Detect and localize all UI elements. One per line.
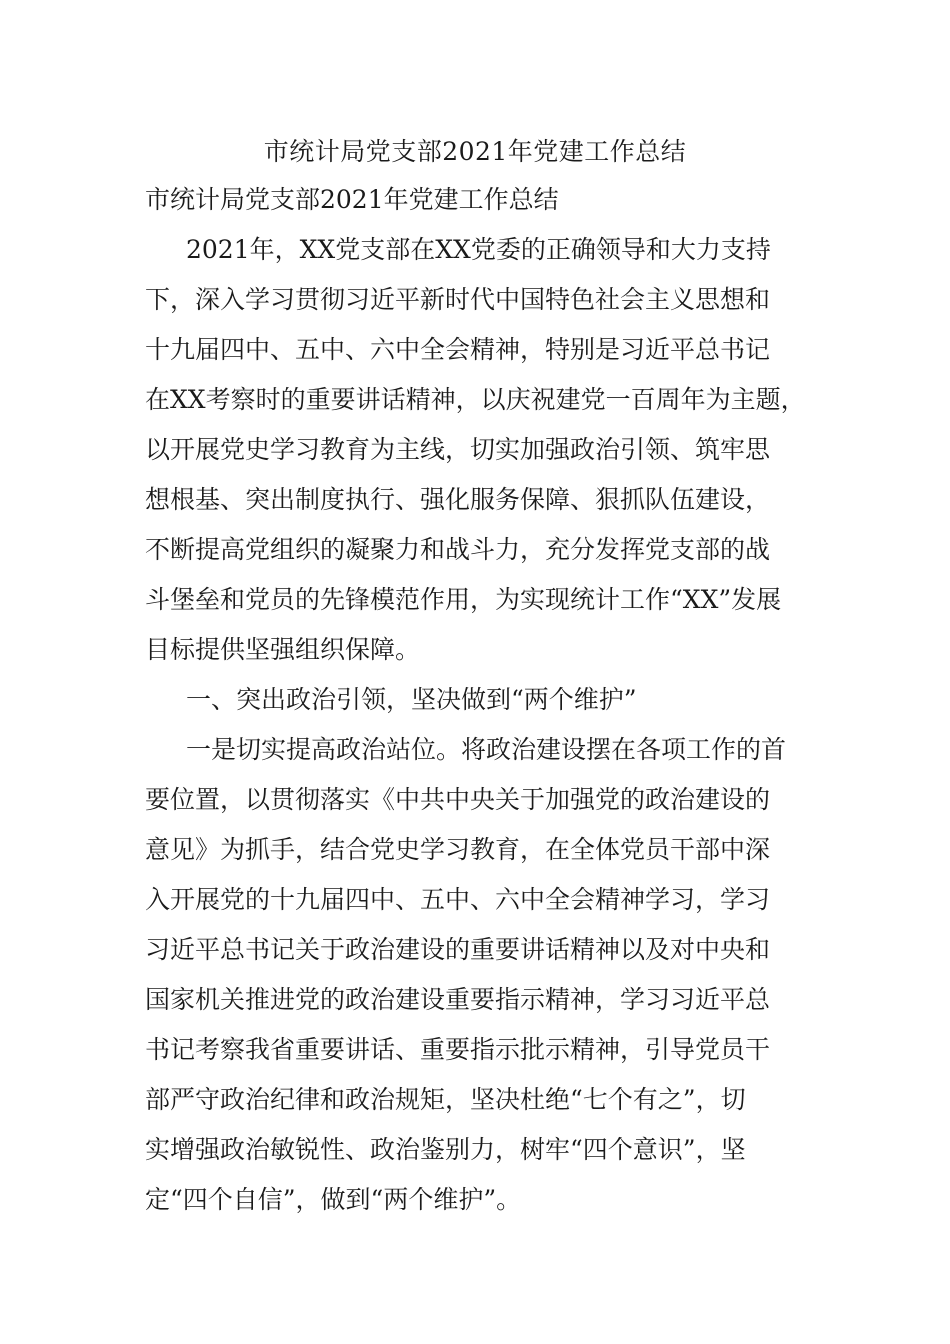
intro-line: 2021年，XX党支部在XX党委的正确领导和大力支持 xyxy=(186,235,771,264)
intro-line: 不断提高党组织的凝聚力和战斗力，充分发挥党支部的战 xyxy=(145,535,771,564)
body-line: 习近平总书记关于政治建设的重要讲话精神以及对中央和 xyxy=(145,935,771,964)
intro-line: 目标提供坚强组织保障。 xyxy=(145,635,421,664)
section-heading: 一、突出政治引领，坚决做到“两个维护” xyxy=(186,685,637,714)
intro-line: 在XX考察时的重要讲话精神，以庆祝建党一百周年为主题， xyxy=(145,385,806,414)
body-line: 书记考察我省重要讲话、重要指示批示精神，引导党员干 xyxy=(145,1035,771,1064)
body-line: 意见》为抓手，结合党史学习教育，在全体党员干部中深 xyxy=(145,835,771,864)
intro-line: 十九届四中、五中、六中全会精神，特别是习近平总书记 xyxy=(145,335,771,364)
body-line: 一是切实提高政治站位。将政治建设摆在各项工作的首 xyxy=(186,735,787,764)
body-line: 部严守政治纪律和政治规矩，坚决杜绝“七个有之”，切 xyxy=(145,1085,746,1114)
body-line: 入开展党的十九届四中、五中、六中全会精神学习，学习 xyxy=(145,885,771,914)
body-line: 国家机关推进党的政治建设重要指示精神，学习习近平总 xyxy=(145,985,771,1014)
intro-line: 以开展党史学习教育为主线，切实加强政治引领、筑牢思 xyxy=(145,435,771,464)
body-line: 实增强政治敏锐性、政治鉴别力，树牢“四个意识”，坚 xyxy=(145,1135,746,1164)
body-line: 要位置，以贯彻落实《中共中央关于加强党的政治建设的 xyxy=(145,785,771,814)
intro-line: 斗堡垒和党员的先锋模范作用，为实现统计工作“XX”发展 xyxy=(145,585,782,614)
intro-line: 想根基、突出制度执行、强化服务保障、狠抓队伍建设， xyxy=(145,485,771,514)
intro-line: 下，深入学习贯彻习近平新时代中国特色社会主义思想和 xyxy=(145,285,771,314)
document-subtitle: 市统计局党支部2021年党建工作总结 xyxy=(145,185,559,214)
body-line: 定“四个自信”，做到“两个维护”。 xyxy=(145,1185,522,1214)
document-title: 市统计局党支部2021年党建工作总结 xyxy=(263,137,687,166)
